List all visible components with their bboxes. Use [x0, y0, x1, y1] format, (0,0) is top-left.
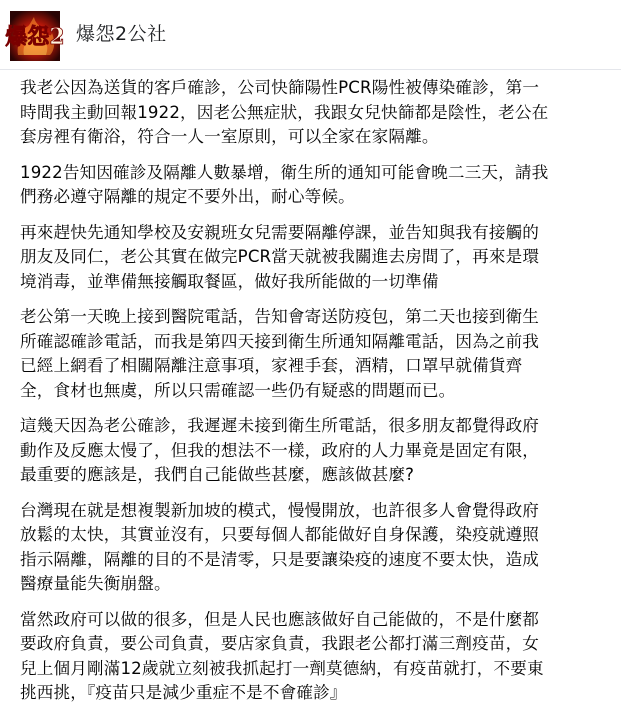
- post-paragraph: 1922告知因確診及隔離人數暴增，衛生所的通知可能會晚二三天，請我 們務必遵守隔離的規定不要外出，耐心等候。: [20, 162, 549, 206]
- page-name-link[interactable]: 爆怨2公社: [76, 23, 167, 45]
- post-paragraph: 再來趕快先通知學校及安親班女兒需要隔離停課，並告知與我有接觸的 朋友及同仁，老公其實在做完PCR當天就被我關進去房間了，再來是環 境消毒，並準備無接觸取餐區，做好我所能做的一切準備: [20, 222, 540, 291]
- flame-logo-icon: [5, 11, 65, 61]
- post-text: [20, 76, 610, 717]
- header-divider: [0, 69, 621, 70]
- post-paragraph: 老公第一天晚上接到醫院電話，告知會寄送防疫包，第二天也接到衛生 所確認確診電話，而我是第四天接到衛生所通知隔離電話，因為之前我 已經上網看了相關隔離注意事項，家裡手套，酒精，口罩早就備貨齊 全，食材也無虞，所以只需確認一些仍有疑惑的問題而已。: [20, 307, 540, 400]
- post-header: [0, 0, 621, 60]
- page-avatar[interactable]: [5, 11, 65, 61]
- post-paragraph: 這幾天因為老公確診，我遲遲未接到衛生所電話，很多朋友都覺得政府 動作及反應太慢了，但我的想法不一樣，政府的人力畢竟是固定有限， 最重要的應該是，我們自己能做些甚麼，應該做甚麼?: [20, 416, 540, 484]
- post-paragraph: 當然政府可以做的很多，但是人民也應該做好自己能做的，不是什麼都 要政府負責，要公司負責，要店家負責，我跟老公都打滿三劑疫苗，女 兒上個月剛滿12歲就立刻被我抓起打一劑莫德納，有疫苗就打，不要東 挑西挑，『疫苗只是減少重症不是不會確診』: [20, 609, 544, 702]
- post-paragraph: 台灣現在就是想複製新加坡的模式，慢慢開放，也許很多人會覺得政府 放鬆的太快，其實並沒有，只要每個人都能做好自身保護，染疫就遵照 指示隔離，隔離的目的不是清零，只是要讓染疫的速度不要太快，造成 醫療量能失衡崩盤。: [20, 500, 540, 593]
- post-paragraph: 我老公因為送貨的客戶確診，公司快篩陽性PCR陽性被傳染確診，第一 時間我主動回報1922，因老公無症狀，我跟女兒快篩都是陰性，老公在 套房裡有衛浴，符合一人一室原則，可以全家在家隔離。: [20, 78, 549, 146]
- avatar-logo-text: 爆怨2: [5, 24, 65, 50]
